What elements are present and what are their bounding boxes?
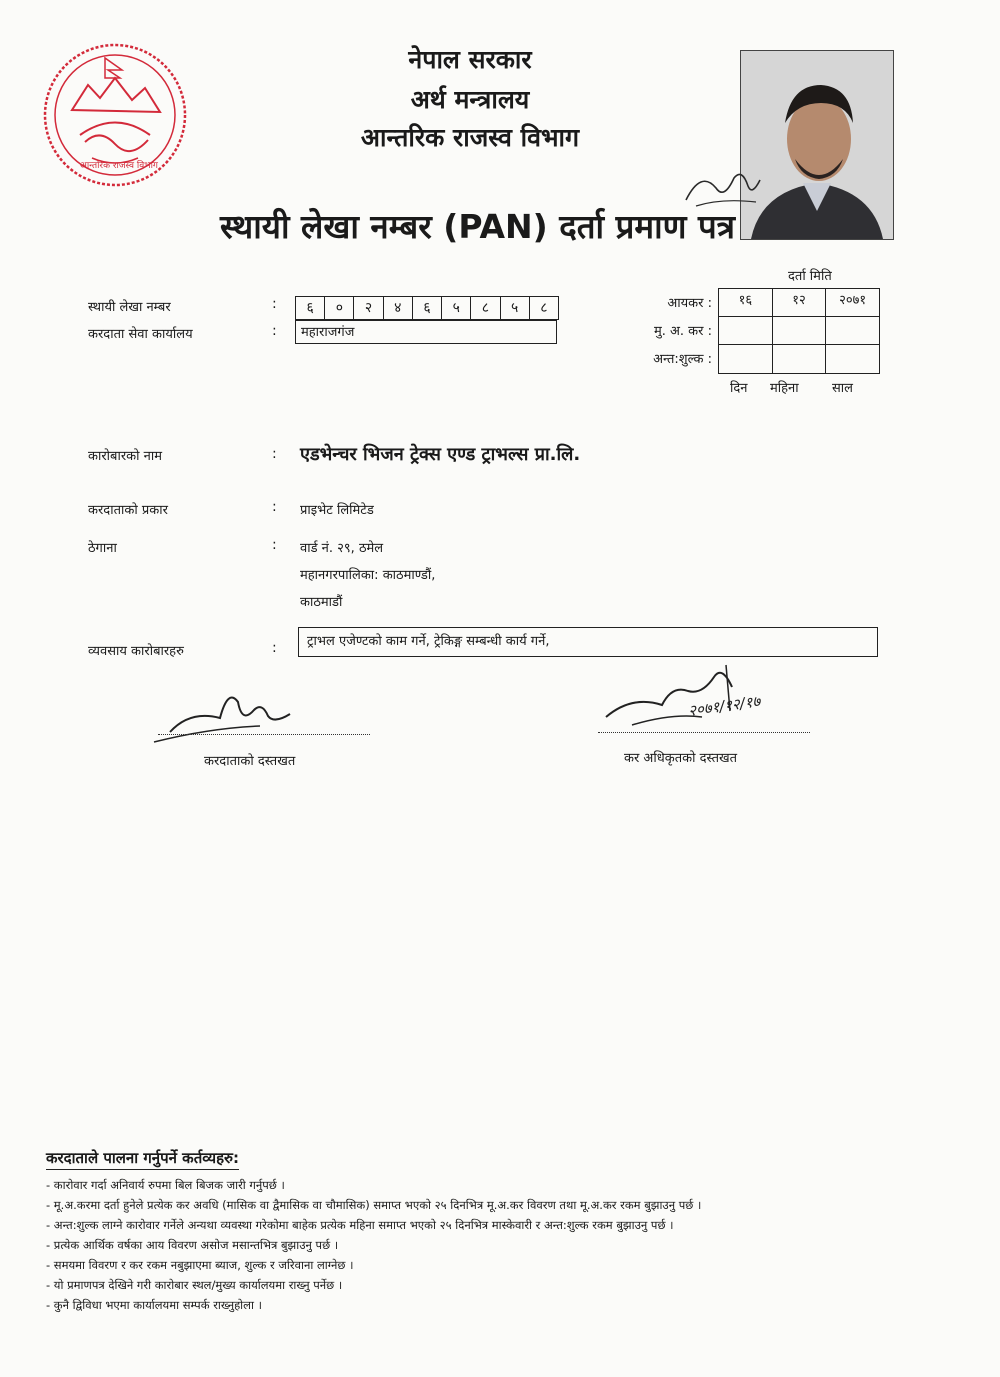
- date-row-label-income-tax: आयकर :: [667, 296, 712, 311]
- address-line-2: महानगरपालिका: काठमाण्डौं,: [300, 568, 436, 583]
- duties-title: करदाताले पालना गर्नुपर्ने कर्तव्यहरु:: [46, 1148, 239, 1170]
- duty-item: - कुनै द्विविधा भएमा कार्यालयमा सम्पर्क राख्नुहोला ।: [46, 1298, 262, 1312]
- date-heading: दर्ता मिति: [788, 269, 832, 284]
- duty-item: - कारोवार गर्दा अनिवार्य रुपमा बिल बिजक जारी गर्नुपर्छ ।: [46, 1178, 285, 1192]
- activity-value: ट्राभल एजेण्टको काम गर्ने, ट्रेकिङ्ग सम्बन्धी कार्य गर्ने,: [298, 627, 878, 657]
- duty-item: - अन्त:शुल्क लाग्ने कारोवार गर्नेले अन्यथा व्यवस्था गरेकोमा बाहेक प्रत्येक महिना समाप्त भएको २५ दिनभित्र मास्केवारी र अन्त:शुल्क रकम बुझाउनु पर्छ ।: [46, 1218, 674, 1232]
- date-month: [773, 345, 827, 373]
- date-month: १२: [773, 289, 827, 316]
- address-label: ठेगाना: [88, 541, 117, 556]
- date-day: [719, 345, 773, 373]
- office-colon: :: [272, 323, 277, 339]
- date-row-income-tax: [719, 289, 879, 317]
- activity-label: व्यवसाय कारोबारहरु: [88, 644, 184, 659]
- date-row-label-vat: मु. अ. कर :: [653, 324, 712, 339]
- address-colon: :: [272, 537, 277, 553]
- pan-digit: ६: [296, 297, 325, 319]
- taxpayer-signature-icon: [150, 680, 370, 750]
- date-month: [773, 317, 827, 344]
- date-year: [826, 317, 879, 344]
- date-column-month: महिना: [770, 381, 799, 396]
- activity-colon: :: [272, 640, 277, 656]
- taxpayer-signature-label: करदाताको दस्तखत: [204, 754, 296, 769]
- pan-label: स्थायी लेखा नम्बर: [88, 300, 171, 315]
- taxpayer-signature-line: [158, 734, 370, 735]
- taxpayer-type-value: प्राइभेट लिमिटेड: [300, 503, 374, 518]
- date-day: १६: [719, 289, 773, 316]
- header-department: आन्तरिक राजस्व विभाग: [360, 123, 580, 152]
- pan-digit: २: [354, 297, 383, 319]
- date-day: [719, 317, 773, 344]
- certificate-title: स्थायी लेखा नम्बर (PAN) दर्ता प्रमाण पत्र: [220, 207, 735, 246]
- pan-digit: ८: [471, 297, 500, 319]
- pan-digit: ८: [540, 300, 548, 316]
- emblem-caption: आन्तरिक राजस्व विभाग: [79, 161, 158, 171]
- date-column-day: दिन: [730, 381, 748, 396]
- date-row-label-excise: अन्त:शुल्क :: [653, 352, 712, 367]
- pan-digit: ५: [501, 297, 530, 319]
- date-year: २०७१: [839, 293, 867, 308]
- officer-handwritten-date: २०७१/१२/१७: [687, 692, 762, 720]
- officer-signature-line: [598, 732, 810, 733]
- duty-item: - मू.अ.करमा दर्ता हुनेले प्रत्येक कर अवधि (मासिक वा द्वैमासिक वा चौमासिक) समाप्त भएको २५ दिनभित्र मू.अ.कर विवरण तथा मू.अ.कर रकम बुझाउनु पर्छ ।: [46, 1198, 702, 1212]
- date-column-year: साल: [832, 381, 853, 396]
- office-label: करदाता सेवा कार्यालय: [88, 327, 193, 342]
- date-row-vat: [719, 317, 879, 345]
- pan-number-box: [295, 296, 559, 320]
- photo-signature-icon: [676, 160, 766, 220]
- office-value: महाराजगंज: [295, 320, 557, 344]
- address-line-3: काठमाडौं: [300, 595, 343, 610]
- pan-digit: ५: [442, 297, 471, 319]
- registration-date-grid: [718, 288, 880, 374]
- address-line-1: वार्ड नं. २९, ठमेल: [300, 541, 384, 556]
- header-government: नेपाल सरकार: [408, 45, 532, 74]
- date-year: [826, 345, 879, 373]
- pan-colon: :: [272, 296, 277, 312]
- taxpayer-type-colon: :: [272, 499, 277, 515]
- duty-item: - यो प्रमाणपत्र देखिने गरी कारोबार स्थल/मुख्य कार्यालयमा राख्नु पर्नेछ ।: [46, 1278, 343, 1292]
- business-name-label: कारोबारको नाम: [88, 449, 162, 464]
- duty-item: - समयमा विवरण र कर रकम नबुझाएमा ब्याज, शुल्क र जरिवाना लाग्नेछ ।: [46, 1258, 354, 1272]
- business-name-colon: :: [272, 446, 277, 462]
- header-ministry: अर्थ मन्त्रालय: [410, 85, 530, 114]
- duty-item: - प्रत्येक आर्थिक वर्षका आय विवरण असोज मसान्तभित्र बुझाउनु पर्छ ।: [46, 1238, 339, 1252]
- duties-list: [46, 1175, 701, 1315]
- pan-digit: ४: [384, 297, 413, 319]
- date-row-excise: [719, 345, 879, 373]
- business-name-value: एडभेन्चर भिजन ट्रेक्स एण्ड ट्राभल्स प्रा.लि.: [300, 444, 581, 465]
- pan-digit: ६: [413, 297, 442, 319]
- officer-signature-label: कर अधिकृतको दस्तखत: [624, 751, 738, 766]
- taxpayer-type-label: करदाताको प्रकार: [88, 503, 168, 518]
- pan-digit: ०: [325, 297, 354, 319]
